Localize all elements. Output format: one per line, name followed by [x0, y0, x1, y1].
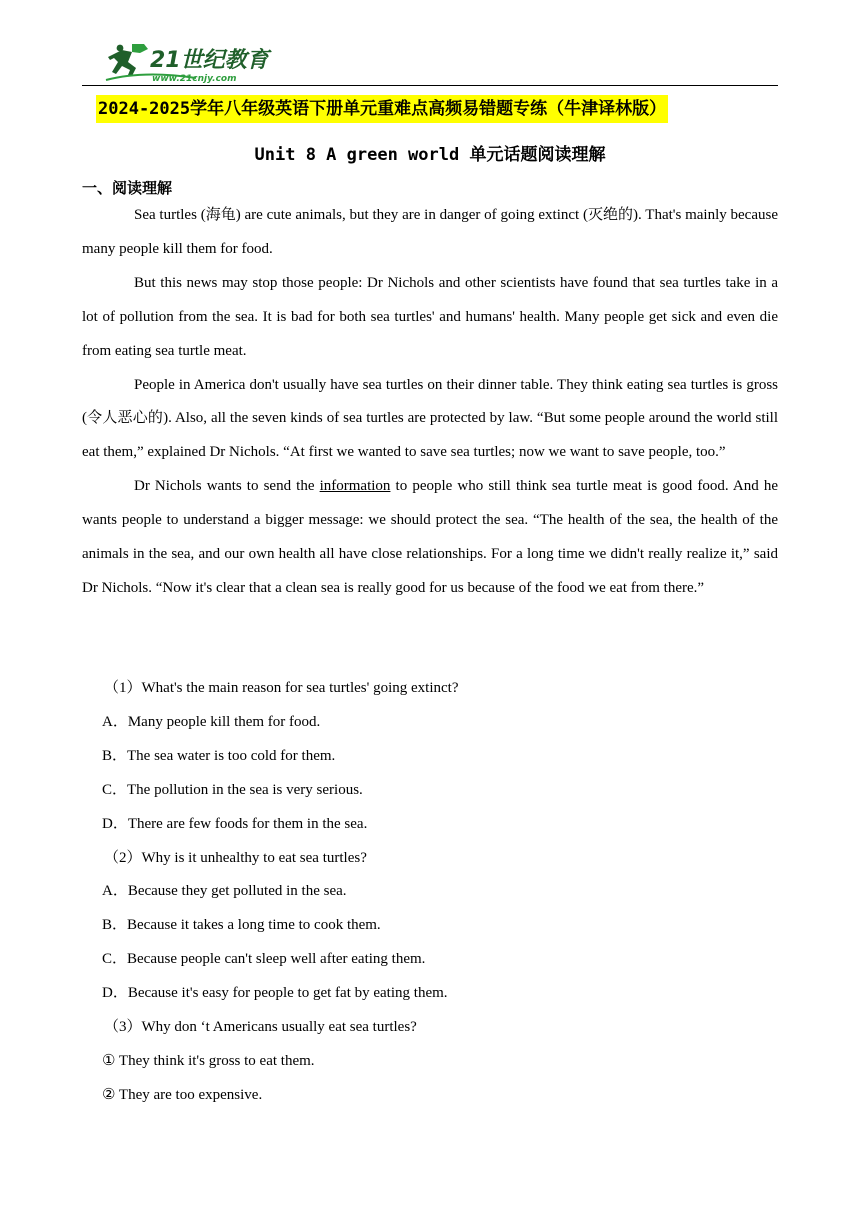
logo-url: www.21cnjy.com [152, 74, 237, 84]
answer-option: B．The sea water is too cold for them. [102, 747, 336, 764]
document-subtitle: Unit 8 A green world 单元话题阅读理解 [254, 145, 606, 165]
passage-text: Dr Nichols wants to send the [134, 478, 320, 495]
section-heading: 一、阅读理解 [82, 179, 173, 197]
reading-passage [82, 199, 778, 606]
logo-name: 21世纪教育 [150, 48, 269, 73]
answer-option: C．The pollution in the sea is very serious. [102, 781, 363, 798]
question-list [82, 672, 778, 1113]
question-stem: （2）Why is it unhealthy to eat sea turtles? [104, 849, 367, 866]
logo-runner [108, 50, 136, 76]
answer-option: C．Because people can't sleep well after eating them. [102, 951, 426, 968]
passage-text: to people who still think sea turtle meat is good food. And he wants people to understand a bigger message: we should protect the sea. “The health of the sea, the health of the animals in the sea, and our own health all have close relationships. For a long time we didn't really realize it,” said Dr Nichols. “Now it's clear that a clean sea is really good for us because of the food we eat from there.” [82, 478, 778, 596]
document-title: 2024-2025学年八年级英语下册单元重难点高频易错题专练（牛津译林版） [96, 95, 668, 123]
underlined-word: information [319, 478, 391, 495]
passage-paragraph-4 [82, 470, 778, 606]
logo-flag [132, 44, 148, 53]
answer-option: ② They are too expensive. [102, 1086, 263, 1103]
passage-paragraph-3: People in America don't usually have sea turtles on their dinner table. They think eating sea turtles is gross (令人恶心的). Also, all the seven kinds of sea turtles are protected by law. “But some people around the world still eat them,” explained Dr Nichols. “At first we wanted to save sea turtles; now we want to save people, too.” [82, 376, 778, 461]
brand-logo [104, 40, 274, 84]
answer-option: A．Because they get polluted in the sea. [102, 883, 347, 900]
answer-option: B．Because it takes a long time to cook them. [102, 917, 381, 934]
question-stem: （1）What's the main reason for sea turtles' going extinct? [104, 680, 459, 696]
passage-paragraph-1: Sea turtles (海龟) are cute animals, but they are in danger of going extinct (灭绝的). That's mainly because many people kill them for food. [82, 207, 778, 257]
answer-option: ① They think it's gross to eat them. [102, 1052, 315, 1069]
passage-paragraph-2: But this news may stop those people: Dr Nichols and other scientists have found that sea turtles take in a lot of pollution from the sea. It is bad for both sea turtles' and humans' health. Many people get sick and even die from eating sea turtle meat. [82, 274, 778, 359]
header-divider [82, 85, 778, 86]
question-stem: （3）Why don ‘t Americans usually eat sea turtles? [104, 1019, 417, 1036]
answer-option: D．Because it's easy for people to get fat by eating them. [102, 985, 448, 1002]
answer-option: A．Many people kill them for food. [102, 713, 321, 730]
answer-option: D．There are few foods for them in the sea. [102, 815, 368, 832]
